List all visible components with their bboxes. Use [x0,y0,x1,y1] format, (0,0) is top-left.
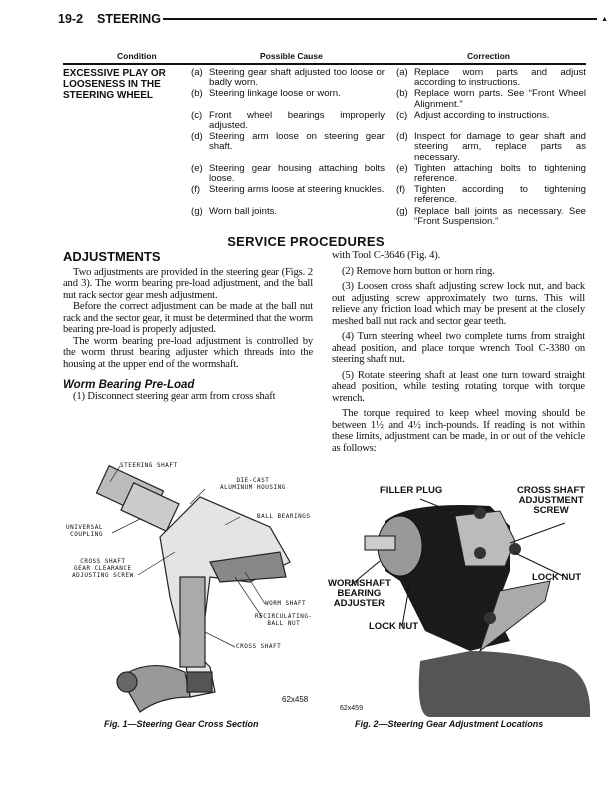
item-letter: (e) [396,162,408,174]
page-header [58,11,608,27]
table-row [191,111,586,131]
figure-caption: Fig. 2—Steering Gear Adjustment Locations [355,719,544,729]
table-row [191,207,586,227]
label-ball-bearings: BALL BEARINGS [257,513,311,520]
cause-text: Steering gear housing attaching bolts loose. [209,162,385,185]
label-worm-shaft: WORM SHAFT [265,600,307,607]
label-lock-nut-right: LOCK NUT [532,572,582,583]
label-cross-shaft: CROSS SHAFT [236,643,282,650]
table-row [191,132,586,163]
paragraph: (4) Turn steering wheel two complete turns from straight ahead position, and place torque wrench Tool C-3380 on steering shaft nut. [332,331,585,365]
subheading: Worm Bearing Pre-Load [63,379,195,391]
paragraph: (1) Disconnect steering gear arm from cross shaft [73,391,276,402]
label-line: GEAR CLEARANCE [74,565,132,572]
correction-text: Replace worn parts. See “Front Wheel Alignment.” [414,88,586,110]
label-line: CROSS SHAFT [517,485,586,496]
label-line: ADJUSTER [333,598,385,609]
item-letter: (f) [191,184,201,196]
label-line: BALL NUT [267,620,301,627]
right-column [332,250,585,454]
label-line: SCREW [533,505,569,516]
label-line: BEARING [337,588,382,599]
table-correction [396,89,586,109]
paragraph: The worm bearing pre-load adjustment is controlled by the worm thrust bearing adjuster which threads into the housing at the upper end of the wormshaft. [63,335,313,370]
left-column [63,251,313,403]
label-line: WORMSHAFT [328,578,391,589]
correction-text: Inspect for damage to gear shaft and steering arm, replace parts as necessary. [414,131,586,163]
label-filler-plug: FILLER PLUG [380,485,443,496]
paragraph: (2) Remove horn button or horn ring. [342,265,495,277]
paragraph: Before the correct adjustment can be made at the ball nut rack and the sector gear, it must be determined that the worm bearing pre-load is properly adjusted. [63,301,313,335]
item-letter: (d) [191,131,203,143]
table-cause [191,111,385,131]
troubleshooting-rows [191,68,586,227]
item-letter: (g) [396,205,408,217]
figure-2 [320,481,612,751]
table-cause [191,132,385,163]
label-lock-nut-left: LOCK NUT [369,621,419,632]
figure-caption: Fig. 1—Steering Gear Cross Section [104,719,259,729]
label-adjusting-screw [72,558,134,579]
label-ball-nut [255,613,313,627]
table-correction [396,111,586,131]
page-number: 19-2 [58,12,84,26]
item-letter: (f) [396,184,406,196]
item-letter: (c) [396,109,408,121]
label-line: ADJUSTMENT [518,495,584,506]
paragraph: Two adjustments are provided in the steering gear (Figs. 2 and 3). The worm bearing pre-load adjustment, and the ball nut rack sector gear mesh adjustment. [63,266,313,301]
figure-code: 62x459 [340,705,363,712]
paragraph: (3) Loosen cross shaft adjusting screw lock nut, and back out adjusting screw approximately two turns. This will relieve any friction load which may be present at the closely meshed ball nut rack and sector gear teeth. [332,281,585,327]
label-housing [220,477,286,491]
table-correction [396,185,586,205]
table-correction [396,207,586,227]
table-cause [191,68,385,88]
item-letter: (e) [191,162,203,174]
th-cause: Possible Cause [260,51,323,61]
item-letter: (a) [191,67,203,78]
correction-text: Tighten according to tightening reference. [414,184,586,206]
label-line: COUPLING [70,531,104,538]
correction-text: Tighten attaching bolts to tightening reference. [414,162,586,185]
table-row [191,185,586,205]
item-letter: (b) [191,88,203,100]
table-cause [191,207,385,227]
item-letter: (c) [191,109,203,121]
cause-text: Steering arm loose on steering gear shaft. [209,131,385,153]
figure-code: 62x458 [282,695,309,704]
th-correction: Correction [467,51,510,61]
table-correction [396,68,586,88]
label-steering-shaft: STEERING SHAFT [120,462,178,469]
table-cause [191,89,385,109]
paragraph: (5) Rotate steering shaft at least one turn toward straight ahead position, while testing rotating torque with torque wrench. [332,369,585,404]
adjustments-heading: ADJUSTMENTS [63,249,161,264]
cause-text: Steering arms loose at steering knuckles. [209,184,385,196]
label-line: RECIRCULATING- [255,613,313,620]
section-heading: SERVICE PROCEDURES [227,234,385,249]
label-line: DIE-CAST [236,477,270,484]
triangle-icon: ▲ [601,15,608,23]
condition-cell [63,68,166,101]
label-line: ALUMINUM HOUSING [220,484,286,491]
table-row [191,89,586,109]
cause-text: Front wheel bearings improperly adjusted. [209,109,385,132]
item-letter: (a) [396,67,408,78]
condition-line: LOOSENESS IN THE [63,79,161,90]
label-line: ADJUSTING SCREW [72,572,134,579]
item-letter: (b) [396,88,408,100]
label-cross-shaft-adjustment-screw [517,486,585,516]
paragraph: The torque required to keep wheel moving should be between 1½ and 4½ inch-pounds. If reading is not within these limits, adjustment can be made, in or out of the vehicle as follows: [332,408,585,454]
cause-text: Steering linkage loose or worn. [209,88,341,100]
header-rule [163,18,597,19]
correction-text: Replace ball joints as necessary. See “Front Suspension.” [414,205,586,227]
condition-line: STEERING WHEEL [63,90,154,101]
label-wormshaft-bearing-adjuster [328,579,391,609]
table-cause [191,164,385,184]
table-correction [396,132,586,163]
figure-1 [50,457,330,747]
table-row [191,164,586,184]
label-line: UNIVERSAL [66,524,104,531]
section-title: STEERING [97,12,161,26]
correction-text: Replace worn parts and adjust according to instructions. [414,67,586,89]
table-header-rule [63,63,586,65]
label-universal-coupling [66,524,103,538]
th-condition: Condition [117,51,157,61]
table-row [191,68,586,88]
condition-line: EXCESSIVE PLAY OR [63,68,166,79]
cause-text: Worn ball joints. [209,205,278,217]
correction-text: Adjust according to instructions. [414,109,550,121]
item-letter: (d) [396,131,408,143]
cause-text: Steering gear shaft adjusted too loose or badly worn. [209,67,385,89]
item-letter: (g) [191,205,203,217]
label-line: CROSS SHAFT [80,558,126,565]
table-correction [396,164,586,184]
paragraph: with Tool C-3646 (Fig. 4). [332,250,441,261]
table-cause [191,185,385,205]
